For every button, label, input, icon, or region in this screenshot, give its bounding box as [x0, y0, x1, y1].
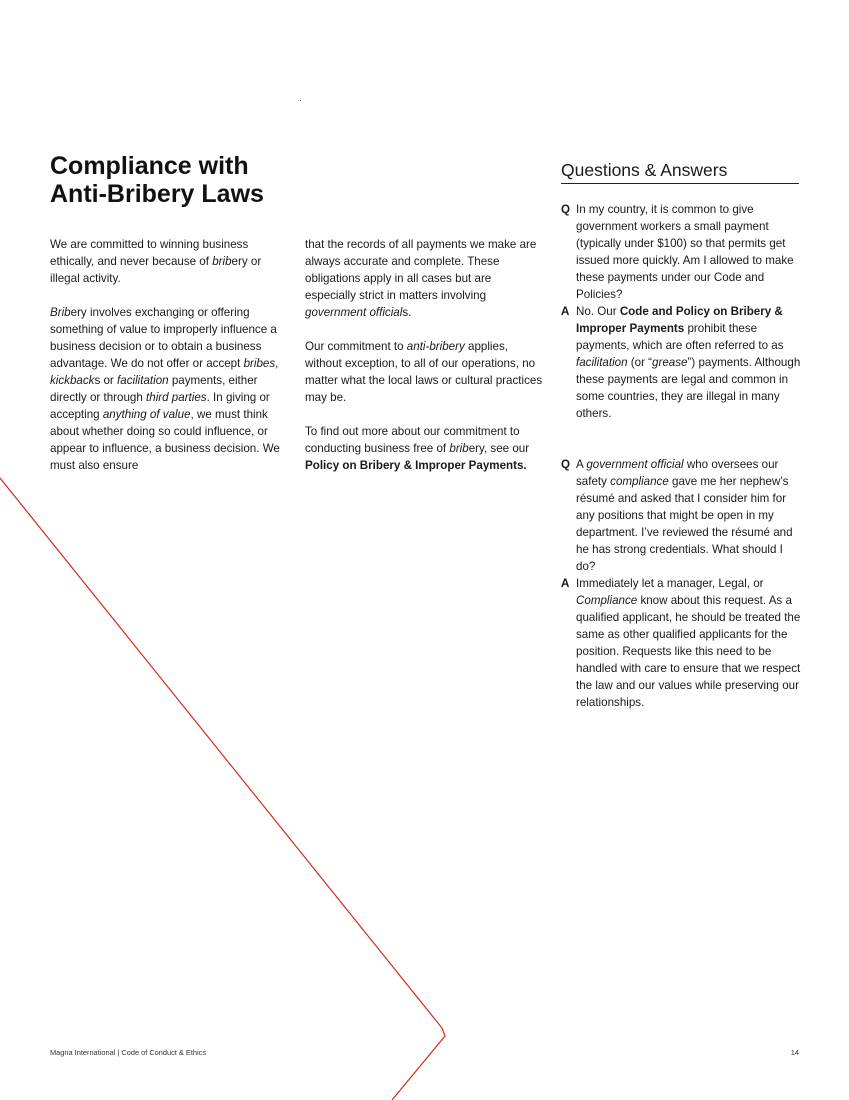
body-column-middle: [305, 236, 545, 474]
decorative-dot: [300, 100, 301, 101]
qa-question-1: [561, 201, 801, 303]
answer-text: Immediately let a manager, Legal, or Compliance know about this request. As a qualified applicant, he should be treated the same as other qualified applicants for the position. Requests like this need to be handled with care to ensure that we respect the law and our values while preserving our relationships.: [576, 577, 801, 709]
footer: [50, 1048, 206, 1058]
intro-paragraph: We are committed to winning business ethically, and never because of bribery or illegal activity.: [50, 238, 262, 285]
footer-document-title: Code of Conduct & Ethics: [121, 1048, 207, 1057]
footer-separator: |: [117, 1048, 120, 1057]
qa-heading: Questions & Answers: [561, 158, 799, 184]
page-title: Compliance with Anti-Bribery Laws: [50, 152, 264, 208]
qa-answer-2: [561, 575, 801, 711]
footer-company: Magna International: [50, 1048, 116, 1057]
question-text: A government official who oversees our safety compliance gave me her nephew’s résumé and asked that I consider him for any positions that might be open in my department. I’ve reviewed the résumé and he has strong credentials. What should I do?: [576, 458, 793, 573]
answer-marker: A: [561, 305, 570, 318]
bribery-definition-paragraph: Bribery involves exchanging or offering something of value to improperly influence a business decision or to obtain a business advantage. We do not offer or accept bribes, kickbacks or facilitation payments, either directly or through third parties. In giving or accepting anything of value, we must think about whether doing so could influence, or appear to influence, a business decision. We must also ensure: [50, 306, 280, 472]
page-number: 14: [790, 1048, 799, 1057]
qa-list: [561, 201, 801, 711]
answer-marker: A: [561, 577, 570, 590]
body-column-left: [50, 236, 290, 474]
question-marker: Q: [561, 203, 571, 216]
records-paragraph: that the records of all payments we make are always accurate and complete. These obligations apply in all cases but are especially strict in matters involving government officials.: [305, 238, 537, 319]
policy-reference-paragraph: To find out more about our commitment to conducting business free of bribery, see our Policy on Bribery & Improper Payments.: [305, 425, 530, 472]
commitment-paragraph: Our commitment to anti-bribery applies, without exception, to all of our operations, no matter what the local laws or cultural practices may be.: [305, 340, 543, 404]
qa-answer-1: [561, 303, 801, 422]
answer-text: No. Our Code and Policy on Bribery & Improper Payments prohibit these payments, which are often referred to as facilitation (or “grease”) payments. Although these payments are legal and common in some countries, they are illegal in many others.: [576, 305, 801, 420]
qa-question-2: [561, 456, 801, 575]
question-marker: Q: [561, 458, 571, 471]
question-text: In my country, it is common to give government workers a small payment (typically under $100) so that permits get issued more quickly. Am I allowed to make these payments under our Code and Policies?: [576, 203, 794, 301]
